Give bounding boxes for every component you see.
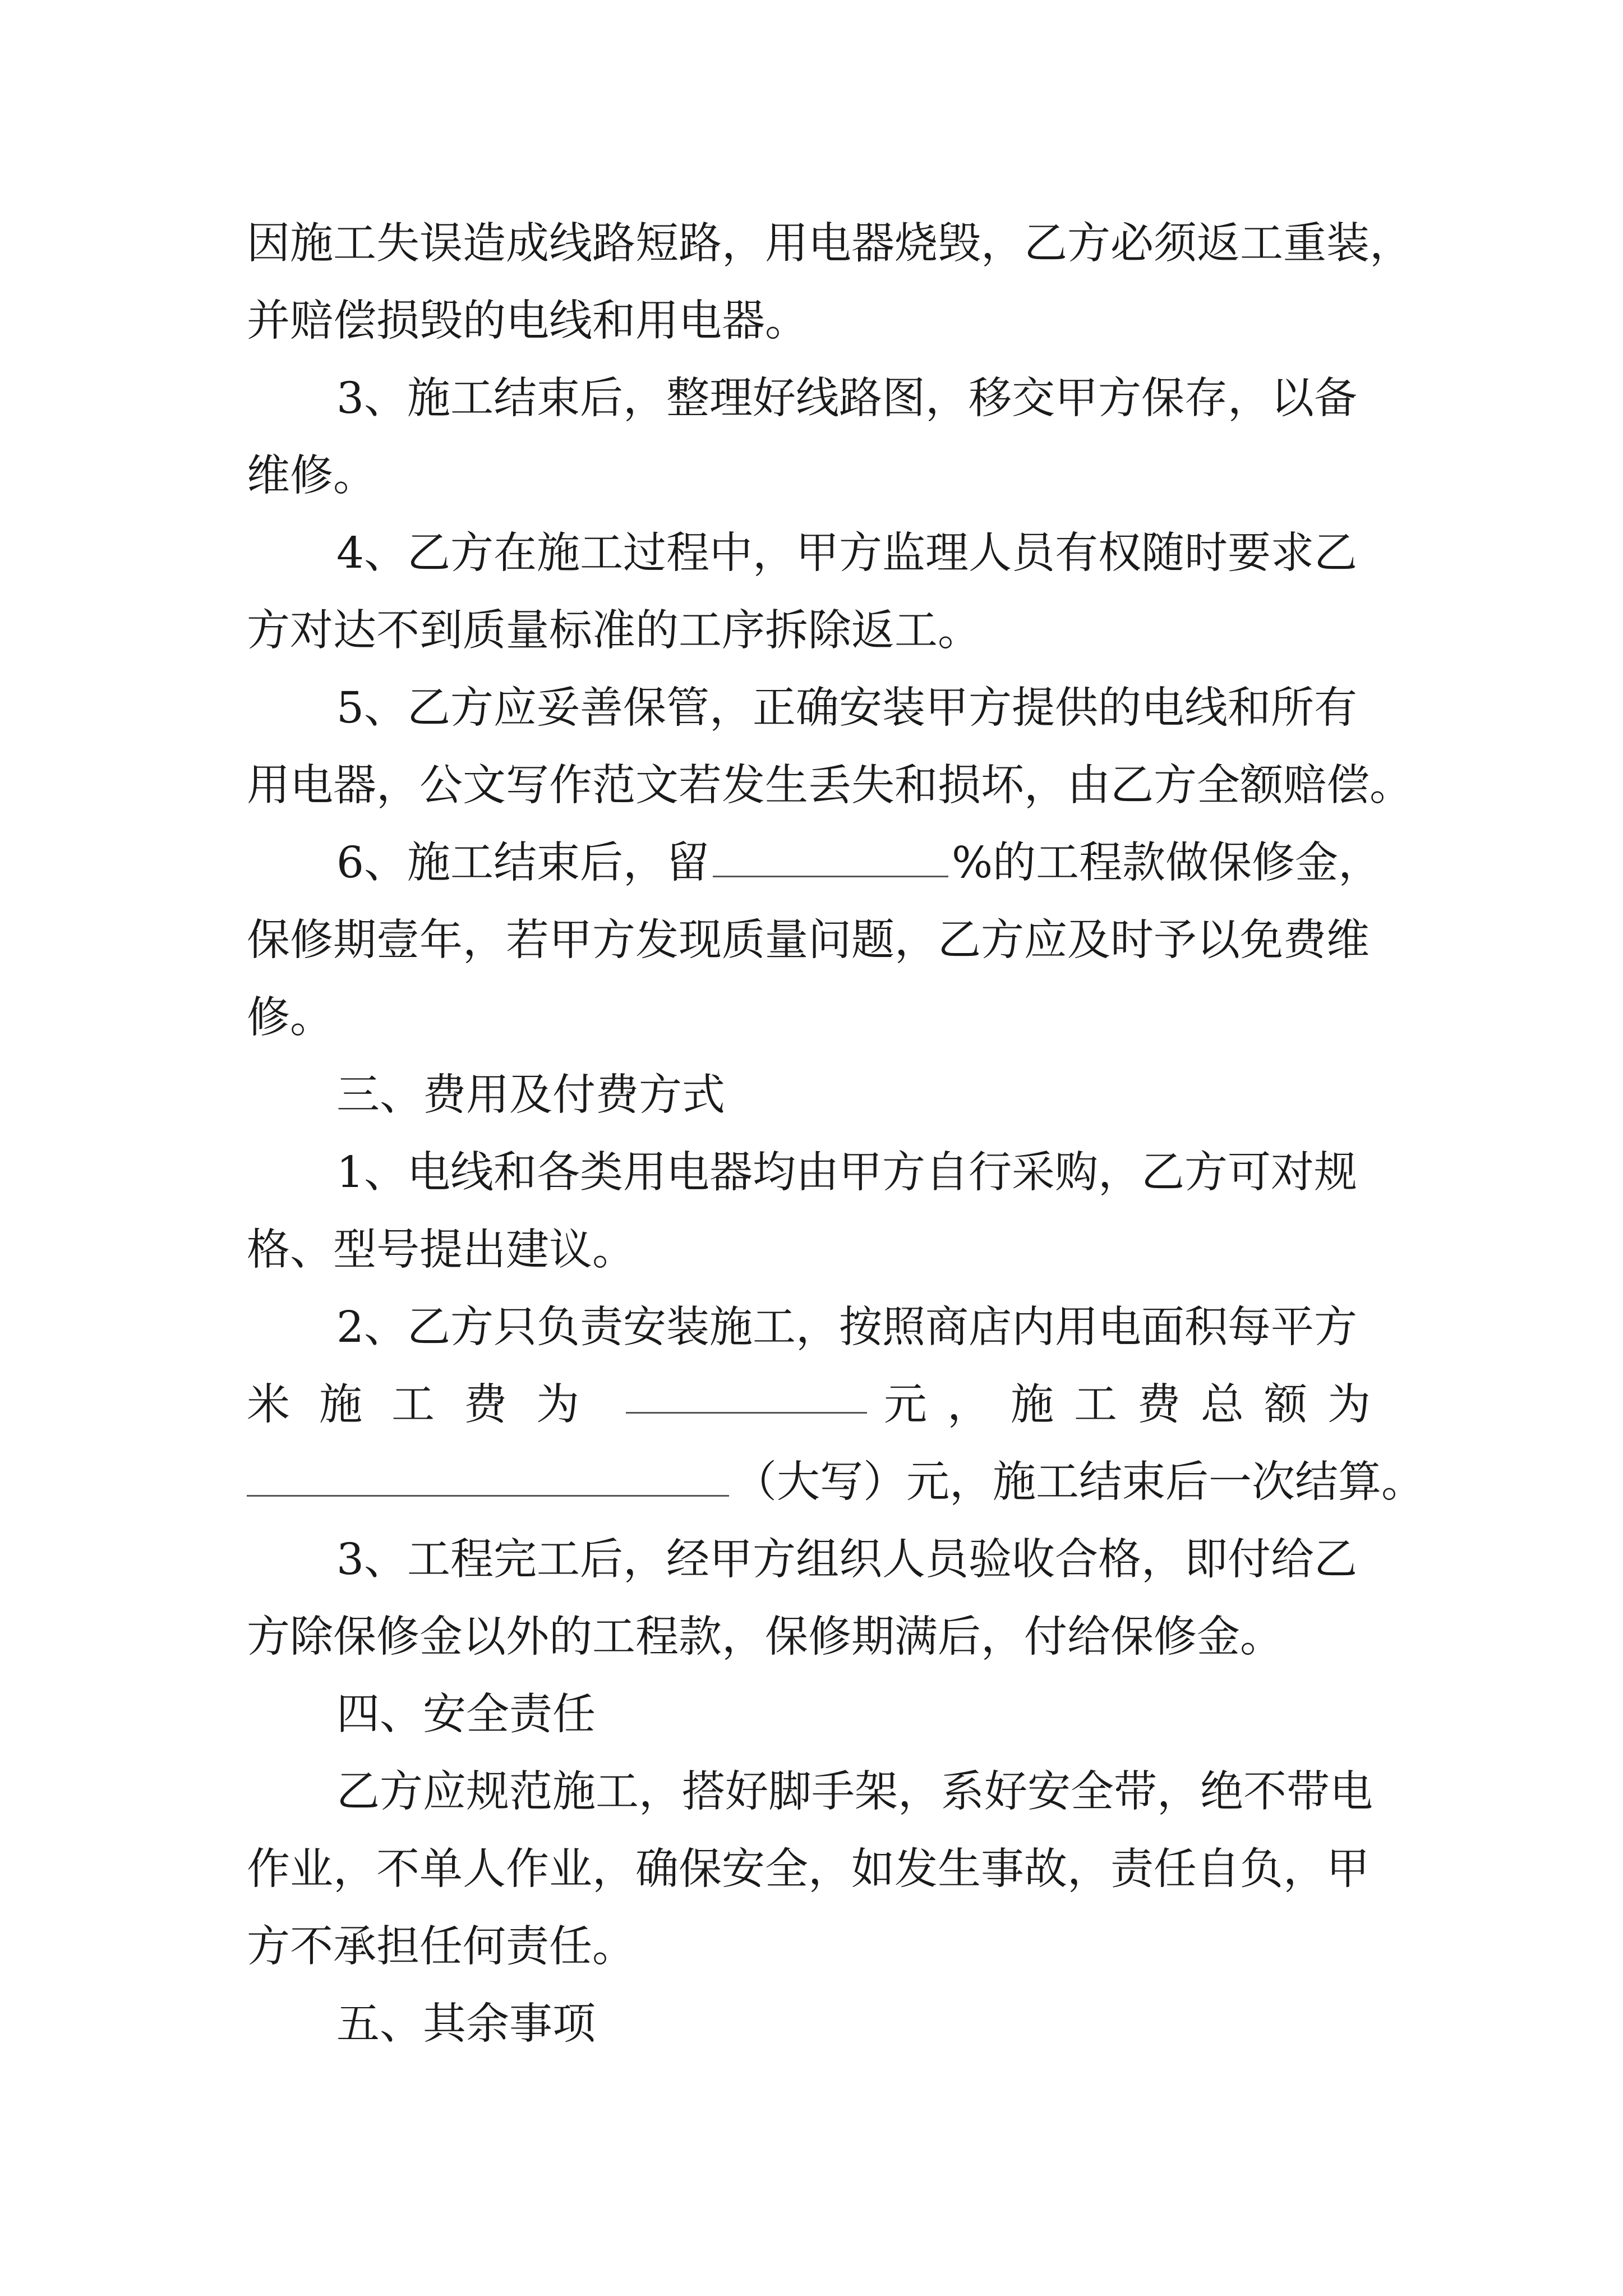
paragraph-line: 保修期壹年，若甲方发现质量问题，乙方应及时予以免费维 (247, 915, 1370, 965)
paragraph-line: 作业，不单人作业，确保安全，如发生事故，责任自负，甲 (247, 1844, 1370, 1894)
fill-blank (713, 835, 948, 877)
paragraph-line: 方不承担任何责任。 (247, 1922, 635, 1972)
paragraph-line: 4、乙方在施工过程中，甲方监理人员有权随时要求乙 (336, 528, 1357, 578)
paragraph-line: 3、施工结束后，整理好线路图，移交甲方保存，以备 (336, 374, 1357, 424)
paragraph-line: 用电器，公文写作范文若发生丢失和损坏，由乙方全额赔偿。 (247, 761, 1413, 811)
paragraph-line (247, 1372, 1391, 1439)
line-text: 米施工费为 (247, 1380, 608, 1430)
line-text: 元，施工费总额为 (884, 1380, 1391, 1430)
paragraph-line: 修。 (247, 993, 333, 1043)
paragraph-line: 3、工程完工后，经甲方组织人员验收合格，即付给乙 (336, 1535, 1357, 1585)
paragraph-line: 方除保修金以外的工程款，保修期满后，付给保修金。 (247, 1612, 1283, 1662)
paragraph-line: 维修。 (247, 451, 376, 501)
line-text: （大写）元，施工结束后一次结算。 (734, 1457, 1424, 1507)
paragraph-line: 2、乙方只负责安装施工，按照商店内用电面积每平方 (336, 1303, 1357, 1352)
paragraph-line: 乙方应规范施工，搭好脚手架，系好安全带，绝不带电 (336, 1767, 1373, 1817)
paragraph-line: 5、乙方应妥善保管，正确安装甲方提供的电线和所有 (336, 683, 1357, 733)
paragraph-line: 格、型号提出建议。 (247, 1225, 635, 1275)
fill-blank (247, 1455, 729, 1497)
section-heading: 五、其余事项 (336, 1999, 596, 2049)
paragraph-line (247, 1449, 1424, 1516)
paragraph-line: 并赔偿损毁的电线和用电器。 (247, 296, 808, 346)
paragraph-line (336, 830, 1381, 897)
paragraph-line: 方对达不到质量标准的工序拆除返工。 (247, 606, 981, 656)
section-heading: 三、费用及付费方式 (336, 1070, 725, 1120)
paragraph-line: 因施工失误造成线路短路，用电器烧毁，乙方必须返工重装， (247, 219, 1413, 269)
line-text: 6、施工结束后，留 (336, 838, 709, 888)
paragraph-line: 1、电线和各类用电器均由甲方自行采购，乙方可对规 (336, 1148, 1357, 1198)
line-text: %的工程款做保修金， (952, 838, 1382, 888)
section-heading: 四、安全责任 (336, 1690, 596, 1740)
fill-blank (626, 1372, 867, 1414)
